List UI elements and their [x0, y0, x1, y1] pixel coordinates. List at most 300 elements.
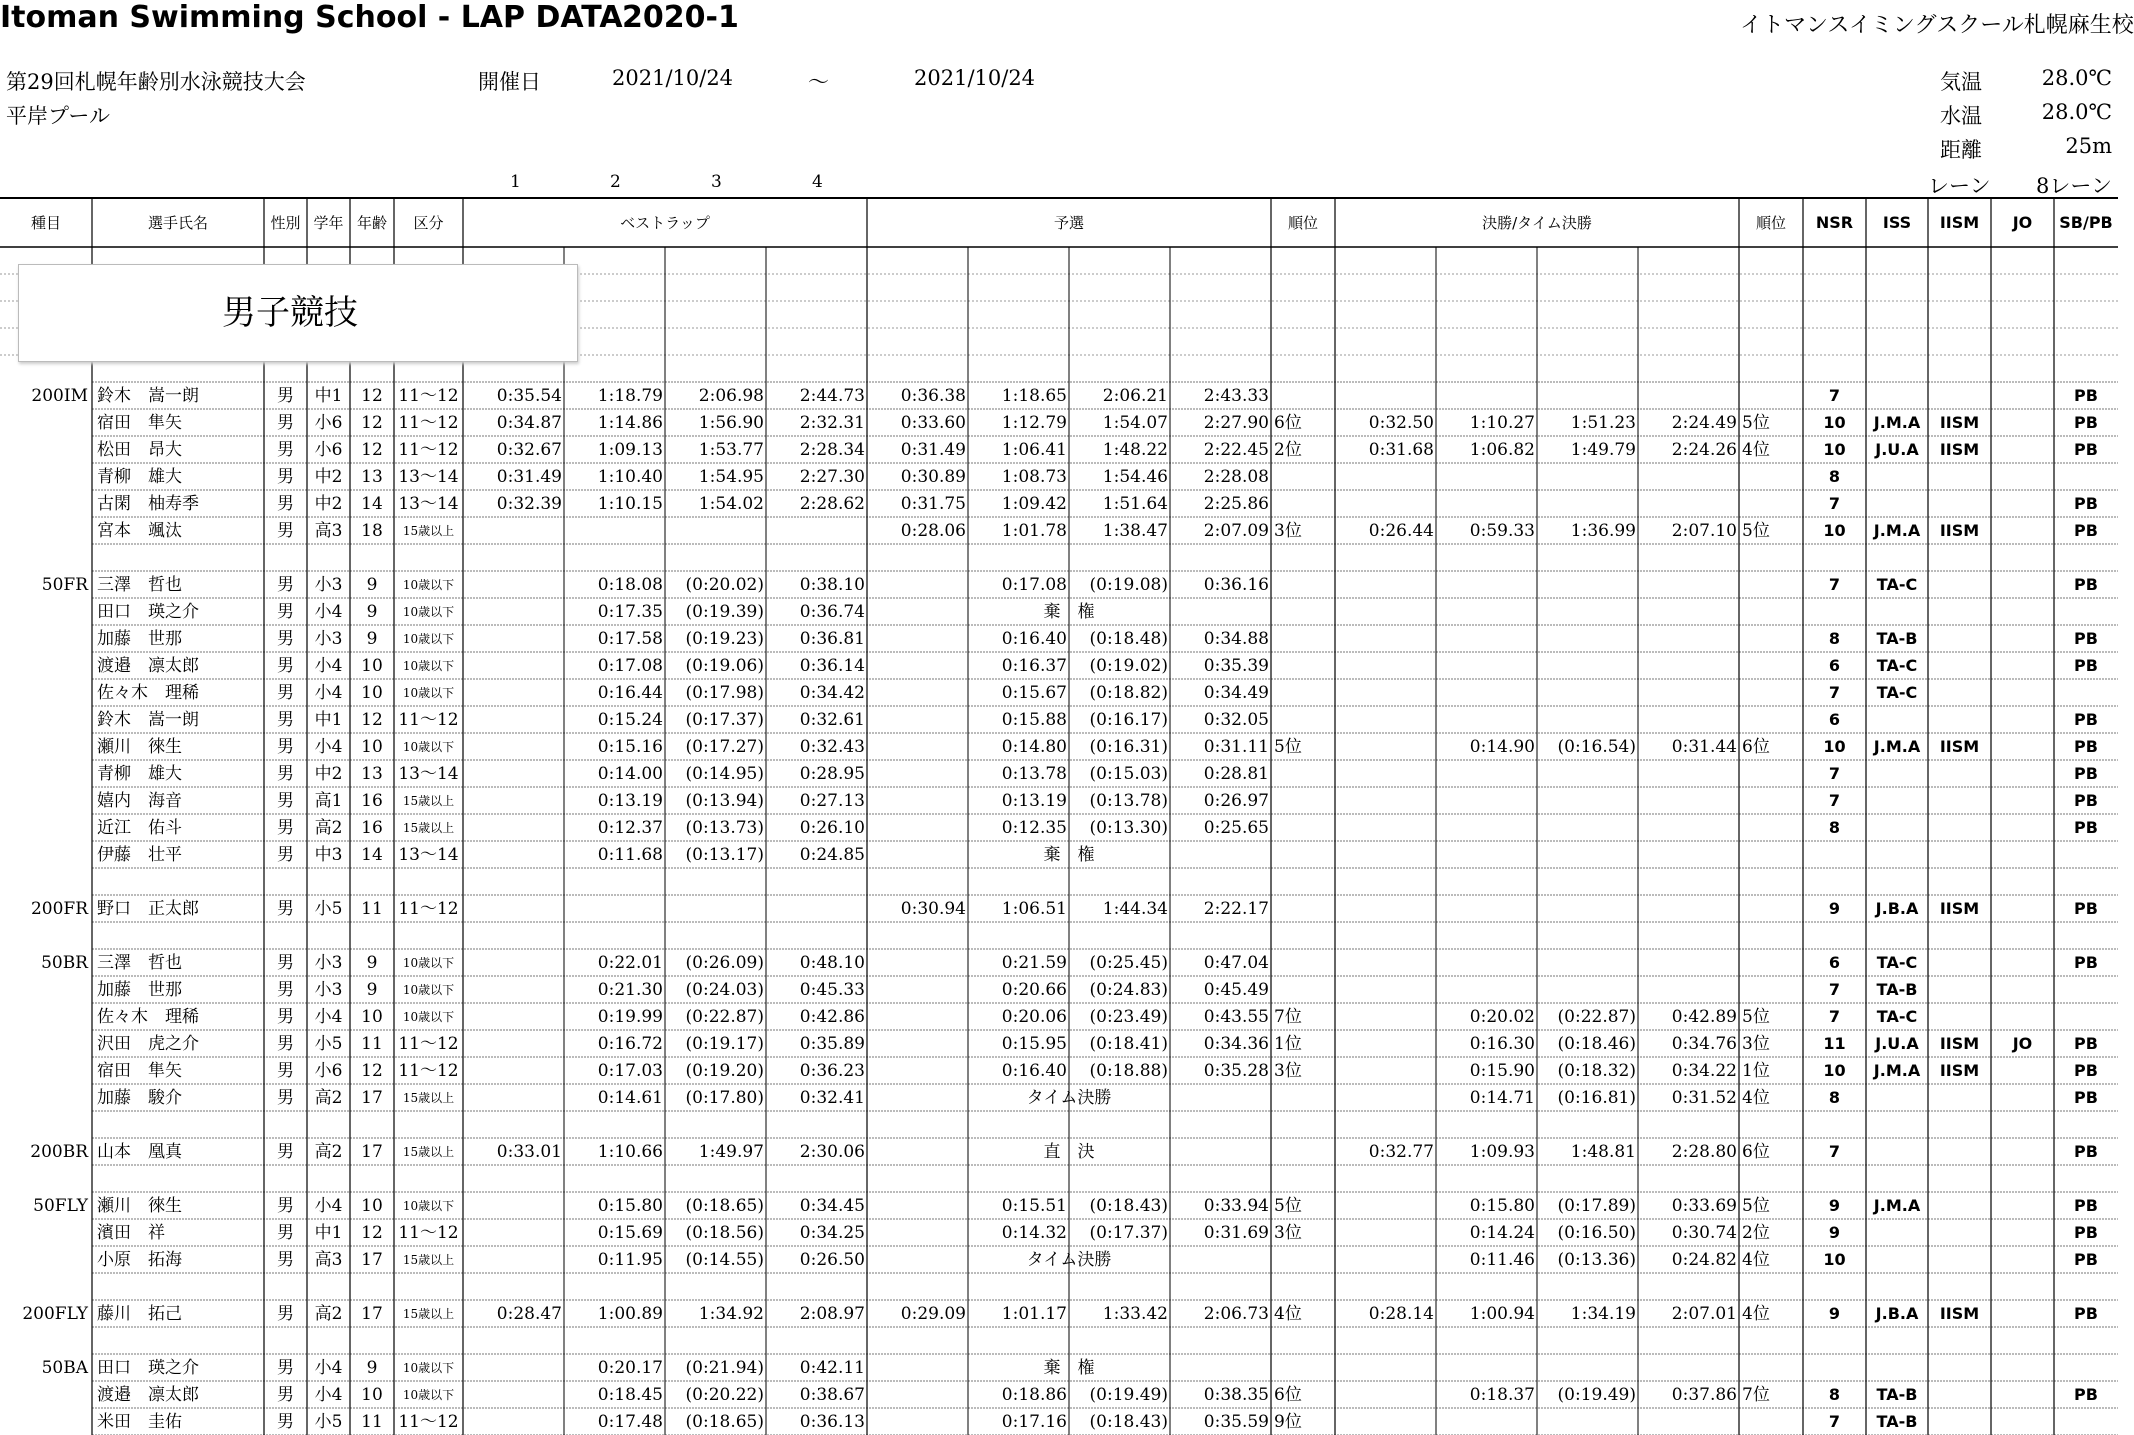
nsr-cell: 10	[1823, 413, 1846, 432]
iss-cell: J.U.A	[1875, 440, 1919, 459]
grade-cell: 小3	[314, 953, 343, 973]
nsr-cell: 11	[1823, 1034, 1846, 1053]
nsr-cell: 9	[1828, 1304, 1841, 1323]
event-cell: 50BR	[41, 953, 88, 973]
grade-cell: 小4	[314, 656, 343, 676]
age-cell: 12	[361, 440, 383, 460]
best-lap-cell: (0:17.27)	[685, 737, 764, 757]
sex-cell: 男	[277, 521, 294, 541]
sbpb-cell: PB	[2074, 440, 2098, 459]
final-lap-cell: (0:18.46)	[1557, 1034, 1636, 1054]
nsr-cell: 7	[1828, 1142, 1841, 1161]
col-header-category: 区分	[413, 214, 444, 232]
event-cell: 50FR	[41, 575, 88, 595]
best-lap-cell: 0:35.89	[799, 1034, 865, 1054]
report-title: Itoman Swimming School - LAP DATA	[0, 0, 623, 35]
iss-cell: J.M.A	[1873, 1196, 1921, 1215]
best-lap-cell: 0:36.81	[799, 629, 865, 649]
prelim-lap-cell: 1:18.65	[1001, 386, 1067, 406]
category-cell: 10歳以下	[402, 686, 455, 700]
prelim-rank-cell: 4位	[1274, 1304, 1302, 1324]
best-lap-cell: 0:17.03	[597, 1061, 663, 1081]
swimmer-name-cell: 田口 瑛之介	[97, 1358, 199, 1378]
sex-cell: 男	[277, 467, 294, 487]
prelim-lap-cell: 0:38.35	[1203, 1385, 1269, 1405]
swimmer-name-cell: 宮本 颯汰	[97, 521, 182, 541]
event-cell: 50FLY	[33, 1196, 88, 1216]
nsr-cell: 7	[1828, 980, 1841, 999]
grade-cell: 高2	[314, 1088, 343, 1108]
grade-cell: 小4	[314, 683, 343, 703]
final-lap-cell: 0:14.24	[1469, 1223, 1535, 1243]
condition-value-water: 28.0℃	[2041, 100, 2112, 124]
swimmer-name-cell: 近江 佑斗	[97, 818, 182, 838]
age-cell: 17	[361, 1250, 383, 1270]
nsr-cell: 6	[1828, 953, 1841, 972]
age-cell: 10	[361, 1196, 383, 1216]
best-lap-cell: 0:28.47	[496, 1304, 562, 1324]
final-lap-cell: 0:15.90	[1469, 1061, 1535, 1081]
final-lap-cell: 0:14.90	[1469, 737, 1535, 757]
final-lap-cell: 0:11.46	[1469, 1250, 1535, 1270]
best-lap-cell: 0:24.85	[799, 845, 865, 865]
best-lap-cell: 2:32.31	[799, 413, 865, 433]
sex-cell: 男	[277, 413, 294, 433]
section-label: 男子競技	[222, 293, 358, 333]
prelim-lap-cell: 1:44.34	[1102, 899, 1168, 919]
prelim-lap-cell: 0:34.49	[1203, 683, 1269, 703]
nsr-cell: 10	[1823, 1061, 1846, 1080]
best-lap-cell: 0:31.49	[496, 467, 562, 487]
prelim-lap-cell: 0:12.35	[1001, 818, 1067, 838]
swimmer-name-cell: 渡邉 凛太郎	[97, 1385, 199, 1405]
sbpb-cell: PB	[2074, 1196, 2098, 1215]
prelim-lap-cell: (0:25.45)	[1089, 953, 1168, 973]
final-rank-cell: 4位	[1742, 1088, 1770, 1108]
sex-cell: 男	[277, 1034, 294, 1054]
grade-cell: 中1	[314, 1223, 343, 1243]
age-cell: 14	[361, 845, 383, 865]
final-lap-cell: 2:24.26	[1671, 440, 1737, 460]
final-lap-cell: (0:17.89)	[1557, 1196, 1636, 1216]
best-lap-cell: 0:28.95	[799, 764, 865, 784]
prelim-rank-cell: 3位	[1274, 1223, 1302, 1243]
final-lap-cell: (0:16.54)	[1557, 737, 1636, 757]
final-lap-cell: (0:13.36)	[1557, 1250, 1636, 1270]
best-lap-cell: 0:15.16	[597, 737, 663, 757]
age-cell: 12	[361, 1061, 383, 1081]
iss-cell: TA-B	[1876, 980, 1918, 999]
sex-cell: 男	[277, 494, 294, 514]
best-lap-cell: 0:33.01	[496, 1142, 562, 1162]
sbpb-cell: PB	[2074, 521, 2098, 540]
age-cell: 9	[366, 575, 378, 595]
lap-number: 3	[711, 172, 722, 192]
grade-cell: 中1	[314, 710, 343, 730]
swimmer-name-cell: 青柳 雄大	[97, 467, 182, 487]
best-lap-cell: 2:30.06	[799, 1142, 865, 1162]
prelim-lap-cell: 0:35.59	[1203, 1412, 1269, 1432]
col-header-event: 種目	[30, 214, 61, 232]
date-from: 2021/10/24	[612, 66, 734, 90]
iss-cell: J.B.A	[1875, 899, 1919, 918]
sex-cell: 男	[277, 710, 294, 730]
best-lap-cell: (0:22.87)	[685, 1007, 764, 1027]
nsr-cell: 7	[1828, 494, 1841, 513]
col-header-grade: 学年	[313, 214, 344, 232]
grade-cell: 小4	[314, 602, 343, 622]
prelim-lap-cell: 0:28.06	[900, 521, 966, 541]
prelim-lap-cell: 1:01.17	[1001, 1304, 1067, 1324]
grade-cell: 小4	[314, 1196, 343, 1216]
prelim-lap-cell: (0:18.88)	[1089, 1061, 1168, 1081]
nsr-cell: 8	[1828, 818, 1841, 837]
final-lap-cell: 1:10.27	[1469, 413, 1535, 433]
prelim-lap-cell: 0:13.19	[1001, 791, 1067, 811]
best-lap-cell: (0:17.80)	[685, 1088, 764, 1108]
sbpb-cell: PB	[2074, 629, 2098, 648]
best-lap-cell: 0:14.61	[597, 1088, 663, 1108]
nsr-cell: 10	[1823, 737, 1846, 756]
prelim-lap-cell: (0:18.41)	[1089, 1034, 1168, 1054]
grade-cell: 高2	[314, 1142, 343, 1162]
grade-cell: 中2	[314, 467, 343, 487]
prelim-rank-cell: 3位	[1274, 521, 1302, 541]
best-lap-cell: 2:06.98	[698, 386, 764, 406]
best-lap-cell: 0:27.13	[799, 791, 865, 811]
age-cell: 12	[361, 386, 383, 406]
prelim-lap-cell: 0:45.49	[1203, 980, 1269, 1000]
sbpb-cell: PB	[2074, 1304, 2098, 1323]
sbpb-cell: PB	[2074, 1088, 2098, 1107]
iss-cell: J.U.A	[1875, 1034, 1919, 1053]
swimmer-name-cell: 瀬川 徠生	[97, 737, 182, 757]
final-lap-cell: 0:34.22	[1671, 1061, 1737, 1081]
sbpb-cell: PB	[2074, 1061, 2098, 1080]
age-cell: 10	[361, 1385, 383, 1405]
final-lap-cell: 0:31.68	[1368, 440, 1434, 460]
grade-cell: 中2	[314, 494, 343, 514]
grade-cell: 小4	[314, 1358, 343, 1378]
sbpb-cell: PB	[2074, 575, 2098, 594]
prelim-lap-cell: 0:47.04	[1203, 953, 1269, 973]
prelim-lap-cell: 0:30.89	[900, 467, 966, 487]
age-cell: 10	[361, 656, 383, 676]
best-lap-cell: 0:34.25	[799, 1223, 865, 1243]
swimmer-name-cell: 三澤 哲也	[97, 953, 182, 973]
iss-cell: TA-C	[1876, 683, 1918, 702]
section-label-box	[18, 264, 578, 362]
grade-cell: 高3	[314, 521, 343, 541]
grade-cell: 小3	[314, 575, 343, 595]
category-cell: 11～12	[398, 899, 459, 919]
grade-cell: 小4	[314, 1385, 343, 1405]
prelim-lap-cell: (0:19.02)	[1089, 656, 1168, 676]
final-lap-cell: 0:16.30	[1469, 1034, 1535, 1054]
nsr-cell: 9	[1828, 1223, 1841, 1242]
best-lap-cell: 0:20.17	[597, 1358, 663, 1378]
age-cell: 12	[361, 1223, 383, 1243]
grade-cell: 小5	[314, 1412, 343, 1432]
best-lap-cell: (0:13.94)	[685, 791, 764, 811]
final-lap-cell: 1:06.82	[1469, 440, 1535, 460]
grade-cell: 小6	[314, 413, 343, 433]
grade-cell: 高2	[314, 818, 343, 838]
iss-cell: TA-C	[1876, 575, 1918, 594]
nsr-cell: 9	[1828, 1196, 1841, 1215]
best-lap-cell: (0:18.65)	[685, 1412, 764, 1432]
lap-number: 2	[610, 172, 621, 192]
iism-cell: IISM	[1939, 737, 1980, 756]
category-cell: 15歳以上	[402, 1091, 455, 1105]
prelim-lap-cell: 2:22.17	[1203, 899, 1269, 919]
category-cell: 10歳以下	[402, 1010, 455, 1024]
category-cell: 10歳以下	[402, 632, 455, 646]
iss-cell: J.M.A	[1873, 1061, 1921, 1080]
prelim-lap-cell: (0:16.17)	[1089, 710, 1168, 730]
best-lap-cell: 0:16.44	[597, 683, 663, 703]
nsr-cell: 8	[1828, 629, 1841, 648]
final-rank-cell: 5位	[1742, 521, 1770, 541]
prelim-note-cell: 棄 権	[1043, 602, 1095, 622]
sbpb-cell: PB	[2074, 764, 2098, 783]
swimmer-name-cell: 佐々木 理稀	[97, 683, 199, 703]
best-lap-cell: 0:42.11	[799, 1358, 865, 1378]
prelim-lap-cell: 0:18.86	[1001, 1385, 1067, 1405]
best-lap-cell: 1:10.40	[597, 467, 663, 487]
best-lap-cell: (0:14.55)	[685, 1250, 764, 1270]
best-lap-cell: 0:42.86	[799, 1007, 865, 1027]
final-lap-cell: 2:28.80	[1671, 1142, 1737, 1162]
age-cell: 13	[361, 764, 383, 784]
sex-cell: 男	[277, 440, 294, 460]
nsr-cell: 6	[1828, 656, 1841, 675]
final-lap-cell: 1:51.23	[1570, 413, 1636, 433]
prelim-lap-cell: 0:33.94	[1203, 1196, 1269, 1216]
category-cell: 11～12	[398, 1412, 459, 1432]
iism-cell: IISM	[1939, 1061, 1980, 1080]
category-cell: 13～14	[398, 494, 459, 514]
iss-cell: TA-C	[1876, 656, 1918, 675]
best-lap-cell: 0:38.10	[799, 575, 865, 595]
col-header-sex: 性別	[270, 214, 301, 232]
nsr-cell: 7	[1828, 1007, 1841, 1026]
best-lap-cell: 0:36.13	[799, 1412, 865, 1432]
nsr-cell: 8	[1828, 1385, 1841, 1404]
category-cell: 11～12	[398, 440, 459, 460]
sex-cell: 男	[277, 764, 294, 784]
nsr-cell: 8	[1828, 1088, 1841, 1107]
sex-cell: 男	[277, 656, 294, 676]
event-cell: 200BR	[30, 1142, 88, 1162]
nsr-cell: 8	[1828, 467, 1841, 486]
final-lap-cell: 0:20.02	[1469, 1007, 1535, 1027]
swimmer-name-cell: 米田 圭佑	[97, 1412, 182, 1432]
best-lap-cell: 2:27.30	[799, 467, 865, 487]
best-lap-cell: 1:14.86	[597, 413, 663, 433]
sex-cell: 男	[277, 845, 294, 865]
grade-cell: 小4	[314, 1007, 343, 1027]
iism-cell: IISM	[1939, 440, 1980, 459]
age-cell: 10	[361, 683, 383, 703]
best-lap-cell: (0:13.17)	[685, 845, 764, 865]
prelim-lap-cell: 0:34.88	[1203, 629, 1269, 649]
final-lap-cell: 0:42.89	[1671, 1007, 1737, 1027]
swimmer-name-cell: 松田 昂大	[97, 440, 182, 460]
iism-cell: IISM	[1939, 1304, 1980, 1323]
prelim-note-cell: 直 決	[1043, 1142, 1095, 1162]
prelim-rank-cell: 5位	[1274, 1196, 1302, 1216]
sex-cell: 男	[277, 1385, 294, 1405]
best-lap-cell: 0:36.74	[799, 602, 865, 622]
final-lap-cell: (0:16.81)	[1557, 1088, 1636, 1108]
final-lap-cell: 0:31.52	[1671, 1088, 1737, 1108]
best-lap-cell: 0:34.87	[496, 413, 562, 433]
best-lap-cell: (0:19.06)	[685, 656, 764, 676]
best-lap-cell: 0:15.24	[597, 710, 663, 730]
swimmer-name-cell: 田口 瑛之介	[97, 602, 199, 622]
final-lap-cell: 0:15.80	[1469, 1196, 1535, 1216]
prelim-lap-cell: 0:21.59	[1001, 953, 1067, 973]
sbpb-cell: PB	[2074, 386, 2098, 405]
final-lap-cell: 0:18.37	[1469, 1385, 1535, 1405]
condition-label-water: 水温	[1940, 104, 1982, 128]
category-cell: 11～12	[398, 710, 459, 730]
prelim-lap-cell: 0:15.67	[1001, 683, 1067, 703]
prelim-lap-cell: 0:16.37	[1001, 656, 1067, 676]
best-lap-cell: (0:26.09)	[685, 953, 764, 973]
best-lap-cell: 0:17.58	[597, 629, 663, 649]
prelim-note-cell: 棄 権	[1043, 845, 1095, 865]
category-cell: 11～12	[398, 1061, 459, 1081]
prelim-rank-cell: 6位	[1274, 413, 1302, 433]
prelim-lap-cell: 0:35.28	[1203, 1061, 1269, 1081]
best-lap-cell: 0:32.67	[496, 440, 562, 460]
swimmer-name-cell: 小原 拓海	[97, 1250, 182, 1270]
sex-cell: 男	[277, 1223, 294, 1243]
prelim-rank-cell: 3位	[1274, 1061, 1302, 1081]
grade-cell: 小4	[314, 737, 343, 757]
sbpb-cell: PB	[2074, 899, 2098, 918]
prelim-lap-cell: 1:12.79	[1001, 413, 1067, 433]
age-cell: 11	[361, 1412, 383, 1432]
season-label: 2020-1	[622, 0, 739, 35]
sbpb-cell: PB	[2074, 1385, 2098, 1404]
prelim-lap-cell: 2:43.33	[1203, 386, 1269, 406]
prelim-lap-cell: 0:30.94	[900, 899, 966, 919]
sex-cell: 男	[277, 737, 294, 757]
grade-cell: 高3	[314, 1250, 343, 1270]
swimmer-name-cell: 加藤 駿介	[97, 1088, 182, 1108]
final-lap-cell: 0:14.71	[1469, 1088, 1535, 1108]
nsr-cell: 10	[1823, 440, 1846, 459]
grade-cell: 小6	[314, 1061, 343, 1081]
prelim-lap-cell: 2:27.90	[1203, 413, 1269, 433]
swimmer-name-cell: 加藤 世那	[97, 980, 182, 1000]
grade-cell: 小6	[314, 440, 343, 460]
swimmer-name-cell: 瀬川 徠生	[97, 1196, 182, 1216]
swimmer-name-cell: 三澤 哲也	[97, 575, 182, 595]
prelim-lap-cell: (0:18.43)	[1089, 1412, 1168, 1432]
best-lap-cell: 0:26.10	[799, 818, 865, 838]
best-lap-cell: (0:20.02)	[685, 575, 764, 595]
iss-cell: TA-C	[1876, 1007, 1918, 1026]
prelim-lap-cell: (0:13.30)	[1089, 818, 1168, 838]
best-lap-cell: (0:24.03)	[685, 980, 764, 1000]
best-lap-cell: 0:22.01	[597, 953, 663, 973]
sbpb-cell: PB	[2074, 1250, 2098, 1269]
swimmer-name-cell: 藤川 拓己	[97, 1304, 182, 1324]
prelim-lap-cell: 0:14.80	[1001, 737, 1067, 757]
category-cell: 10歳以下	[402, 578, 455, 592]
iss-cell: TA-B	[1876, 629, 1918, 648]
age-cell: 11	[361, 1034, 383, 1054]
best-lap-cell: 0:17.35	[597, 602, 663, 622]
grade-cell: 小5	[314, 899, 343, 919]
best-lap-cell: 2:08.97	[799, 1304, 865, 1324]
swimmer-name-cell: 古閑 柚寿季	[97, 494, 199, 514]
best-lap-cell: 0:17.08	[597, 656, 663, 676]
event-cell: 200FR	[30, 899, 88, 919]
best-lap-cell: (0:18.56)	[685, 1223, 764, 1243]
swimmer-name-cell: 宿田 隼矢	[97, 413, 182, 433]
prelim-rank-cell: 7位	[1274, 1007, 1302, 1027]
sbpb-cell: PB	[2074, 494, 2098, 513]
swimmer-name-cell: 鈴木 嵩一朗	[97, 710, 199, 730]
prelim-lap-cell: 2:25.86	[1203, 494, 1269, 514]
best-lap-cell: 2:28.62	[799, 494, 865, 514]
lap-number: 1	[510, 172, 521, 192]
prelim-lap-cell: 0:17.08	[1001, 575, 1067, 595]
category-cell: 15歳以上	[402, 821, 455, 835]
iism-cell: IISM	[1939, 413, 1980, 432]
sex-cell: 男	[277, 1061, 294, 1081]
best-lap-cell: (0:19.39)	[685, 602, 764, 622]
sbpb-cell: PB	[2074, 1142, 2098, 1161]
swimmer-name-cell: 佐々木 理稀	[97, 1007, 199, 1027]
prelim-lap-cell: 0:31.11	[1203, 737, 1269, 757]
final-lap-cell: 2:07.01	[1671, 1304, 1737, 1324]
best-lap-cell: 0:34.42	[799, 683, 865, 703]
grade-cell: 中1	[314, 386, 343, 406]
category-cell: 11～12	[398, 386, 459, 406]
best-lap-cell: 0:14.00	[597, 764, 663, 784]
prelim-rank-cell: 5位	[1274, 737, 1302, 757]
age-cell: 17	[361, 1304, 383, 1324]
final-rank-cell: 6位	[1742, 737, 1770, 757]
age-cell: 17	[361, 1088, 383, 1108]
final-lap-cell: 2:07.10	[1671, 521, 1737, 541]
prelim-lap-cell: (0:13.78)	[1089, 791, 1168, 811]
condition-value-air: 28.0℃	[2041, 66, 2112, 90]
best-lap-cell: (0:19.20)	[685, 1061, 764, 1081]
col-header-age: 年齢	[356, 214, 387, 232]
best-lap-cell: 0:17.48	[597, 1412, 663, 1432]
prelim-lap-cell: (0:19.08)	[1089, 575, 1168, 595]
best-lap-cell: 1:10.15	[597, 494, 663, 514]
best-lap-cell: 0:19.99	[597, 1007, 663, 1027]
category-cell: 10歳以下	[402, 605, 455, 619]
category-cell: 10歳以下	[402, 1388, 455, 1402]
best-lap-cell: (0:20.22)	[685, 1385, 764, 1405]
sex-cell: 男	[277, 1196, 294, 1216]
best-lap-cell: 0:36.14	[799, 656, 865, 676]
sex-cell: 男	[277, 791, 294, 811]
col-header-sbpb: SB/PB	[2059, 213, 2113, 232]
best-lap-cell: 0:36.23	[799, 1061, 865, 1081]
best-lap-cell: 0:11.95	[597, 1250, 663, 1270]
prelim-lap-cell: (0:17.37)	[1089, 1223, 1168, 1243]
